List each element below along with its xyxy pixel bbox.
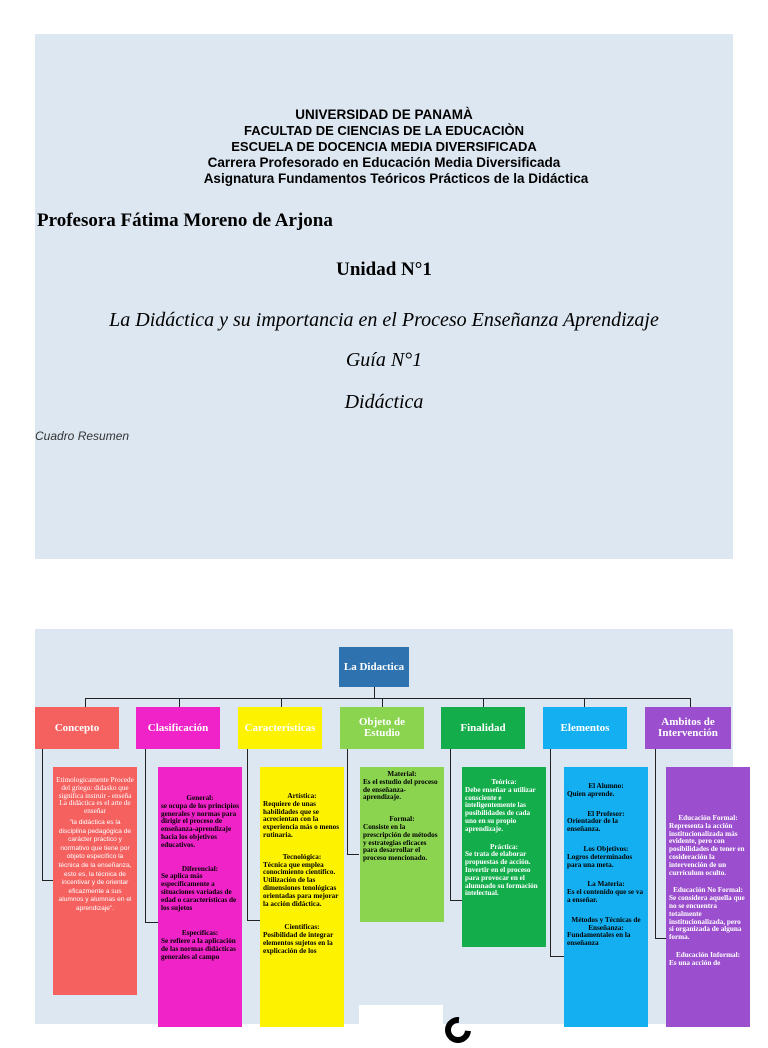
category-label: Finalidad — [460, 721, 506, 734]
ambitos-noformal-title: Educación No Formal: — [673, 886, 743, 895]
branch-drop-ambitos — [690, 698, 691, 707]
guide-number: Guía N°1 — [345, 349, 423, 371]
category-label: Concepto — [54, 721, 100, 734]
branch-drop-concepto — [85, 698, 86, 707]
professor-name: Profesora Fátima Moreno de Arjona — [37, 210, 333, 231]
category-label: Clasificación — [147, 721, 209, 734]
category-label: Ambitos de Intervención — [658, 716, 718, 739]
ambitos-formal-title: Educación Formal: — [678, 814, 738, 822]
root-stem — [374, 687, 375, 698]
elementos-metodos-text: Fundamentales en la enseñanza — [567, 931, 631, 948]
elementos-objetivos-text: Logros determinados para una meta. — [567, 852, 633, 869]
category-label: Objeto de Estudio — [358, 716, 406, 739]
caption: Cuadro Resumen — [35, 429, 130, 443]
caracteristicas-artistica-text: Requiere de unas habilidades que se acrecientan con la experiencia más o menos rutinaria. — [263, 799, 340, 839]
logo-icon — [440, 1012, 477, 1048]
elementos-profesor-title: El Profesor: — [587, 809, 625, 818]
unit-title: Unidad N°1 — [336, 259, 432, 280]
document-subtitle: La Didáctica y su importancia en el Proceso Enseñanza Aprendizaje — [109, 309, 659, 331]
elementos-detail — [564, 767, 648, 1027]
course-name: Asignatura Fundamentos Teóricos Prácticos de la Didáctica — [203, 171, 589, 186]
career-name: Carrera Profesorado en Educación Media Diversificada — [207, 155, 561, 170]
objeto-formal-title: Formal: — [389, 815, 415, 824]
elementos-alumno-text: Quien aprende. — [567, 789, 615, 798]
document-title: Didáctica — [344, 391, 424, 413]
ambitos-detail — [666, 767, 750, 1027]
objeto-material-title: Material: — [387, 770, 417, 778]
caracteristicas-cientifica-text: Posibilidad de integrar elementos sujetos en la explicación de los — [263, 931, 334, 955]
clasificacion-especifica-title: Específicas: — [181, 929, 219, 938]
category-objeto-estudio — [340, 707, 424, 749]
elementos-alumno-title: El Alumno: — [588, 782, 624, 790]
branch-drop-caracteristicas — [281, 698, 282, 707]
university-name: UNIVERSIDAD DE PANAMÀ — [295, 107, 473, 122]
objeto-formal-text: Consiste en la prescripción de métodos y estrategias eficaces para desarrollar el proceso mencionado. — [363, 822, 438, 863]
connector-objeto — [347, 749, 359, 855]
clasificacion-general-title: General: — [186, 794, 214, 802]
root-node: La Didactica — [339, 647, 409, 687]
branch-drop-elementos — [584, 698, 585, 707]
ambitos-informal-text: Es una acción de — [669, 958, 721, 967]
ambitos-informal-title: Educación Informal: — [675, 950, 741, 959]
elementos-materia-title: La Materia: — [587, 880, 625, 889]
concepto-definicion: "la didáctica es la disciplina pedagógica de carácter práctico y normativo que tiene por objeto específico la técnica de la enseñanza, esto es, la técnica de incentivar y de orientar eficazmente a sus alumnos y alumnas en el aprendizaje". — [58, 818, 132, 912]
finalidad-teorica-title: Teórica: — [491, 778, 517, 786]
connector-caracteristicas — [247, 749, 261, 921]
clasificacion-diferencial-title: Diferencial: — [181, 864, 219, 873]
finalidad-detail — [462, 767, 546, 947]
clasificacion-general-text: se ocupa de los principios generales y normas para dirigir el proceso de enseñanza-aprendizaje hacia los objetivos educativos. — [161, 801, 239, 849]
branch-drop-objeto — [382, 698, 383, 707]
caracteristicas-cientifica-title: Científicas: — [284, 923, 320, 932]
objeto-material-text: Es el estudio del proceso de enseñanza-aprendizaje. — [363, 777, 438, 802]
ambitos-noformal-text: Se considera aquella que no se encuentra totalmente institucionalizada, pero si organizada de alguna forma. — [669, 894, 745, 942]
category-finalidad — [441, 707, 525, 749]
branch-drop-finalidad — [483, 698, 484, 707]
logo-area — [359, 1005, 443, 1035]
clasificacion-diferencial-text: Se aplica más específicamente a situaciones variadas de edad o características de los sujetos — [161, 872, 237, 912]
elementos-profesor-text: Orientador de la enseñanza. — [567, 817, 618, 834]
category-label: Características — [244, 721, 316, 734]
category-clasificacion — [136, 707, 220, 749]
concepto-detail — [53, 767, 137, 995]
finalidad-practica-title: Práctica: — [490, 842, 518, 851]
category-label: Elementos — [560, 721, 610, 734]
concepto-etimologia: Etimologicamente Procede del griego: didasko que significa instruir - enseña — [56, 776, 134, 800]
branch-drop-clasificacion — [179, 698, 180, 707]
clasificacion-especifica-text: Se refiere a la aplicación de las normas didácticas generales al campo — [161, 937, 236, 961]
faculty-name: FACULTAD DE CIENCIAS DE LA EDUCACIÒN — [244, 123, 524, 138]
connector-clasificacion — [145, 749, 159, 923]
objeto-detail — [360, 767, 444, 922]
clasificacion-detail — [158, 767, 242, 1027]
category-ambitos — [645, 707, 731, 749]
cover-page — [35, 34, 733, 559]
elementos-objetivos-title: Los Objetivos: — [583, 844, 629, 853]
concept-map-page — [35, 629, 745, 1024]
elementos-materia-text: Es el contenido que se va a enseñar. — [567, 888, 644, 904]
caracteristicas-detail — [260, 767, 344, 1027]
school-name: ESCUELA DE DOCENCIA MEDIA DIVERSIFICADA — [231, 139, 537, 154]
category-elementos — [543, 707, 627, 749]
connector-elementos — [550, 749, 564, 957]
elementos-metodos-title: Métodos y Técnicas de Enseñanza: — [571, 915, 641, 932]
institution-header — [35, 107, 733, 187]
finalidad-practica-text: Se trata de elaborar propuestas de acción. Invertir en el proceso para provocar en el alumnado su formación intelectual. — [465, 850, 538, 898]
ambitos-formal-text: Representa la acción institucionalizada más evidente, pero con posibilidades de tener en cosideración la intervención de un currículum oculto. — [669, 821, 745, 877]
caracteristicas-artistica-title: Artística: — [287, 792, 317, 800]
caracteristicas-tecnologica-title: Tecnológica: — [282, 852, 322, 861]
finalidad-teorica-text: Debe enseñar a utilizar consciente e inteligentemente las posibilidades de cada uno en su propio aprendizaje. — [465, 785, 536, 833]
category-concepto — [35, 707, 119, 749]
concepto-arte: La didáctica es el arte de enseñar — [59, 799, 131, 816]
branch-bar — [85, 698, 690, 699]
caracteristicas-tecnologica-text: Técnica que emplea conocimiento científico. Utilización de las dimensiones tenológicas orientadas para mejorar la acción didáctica. — [263, 860, 339, 908]
category-caracteristicas — [238, 707, 322, 749]
